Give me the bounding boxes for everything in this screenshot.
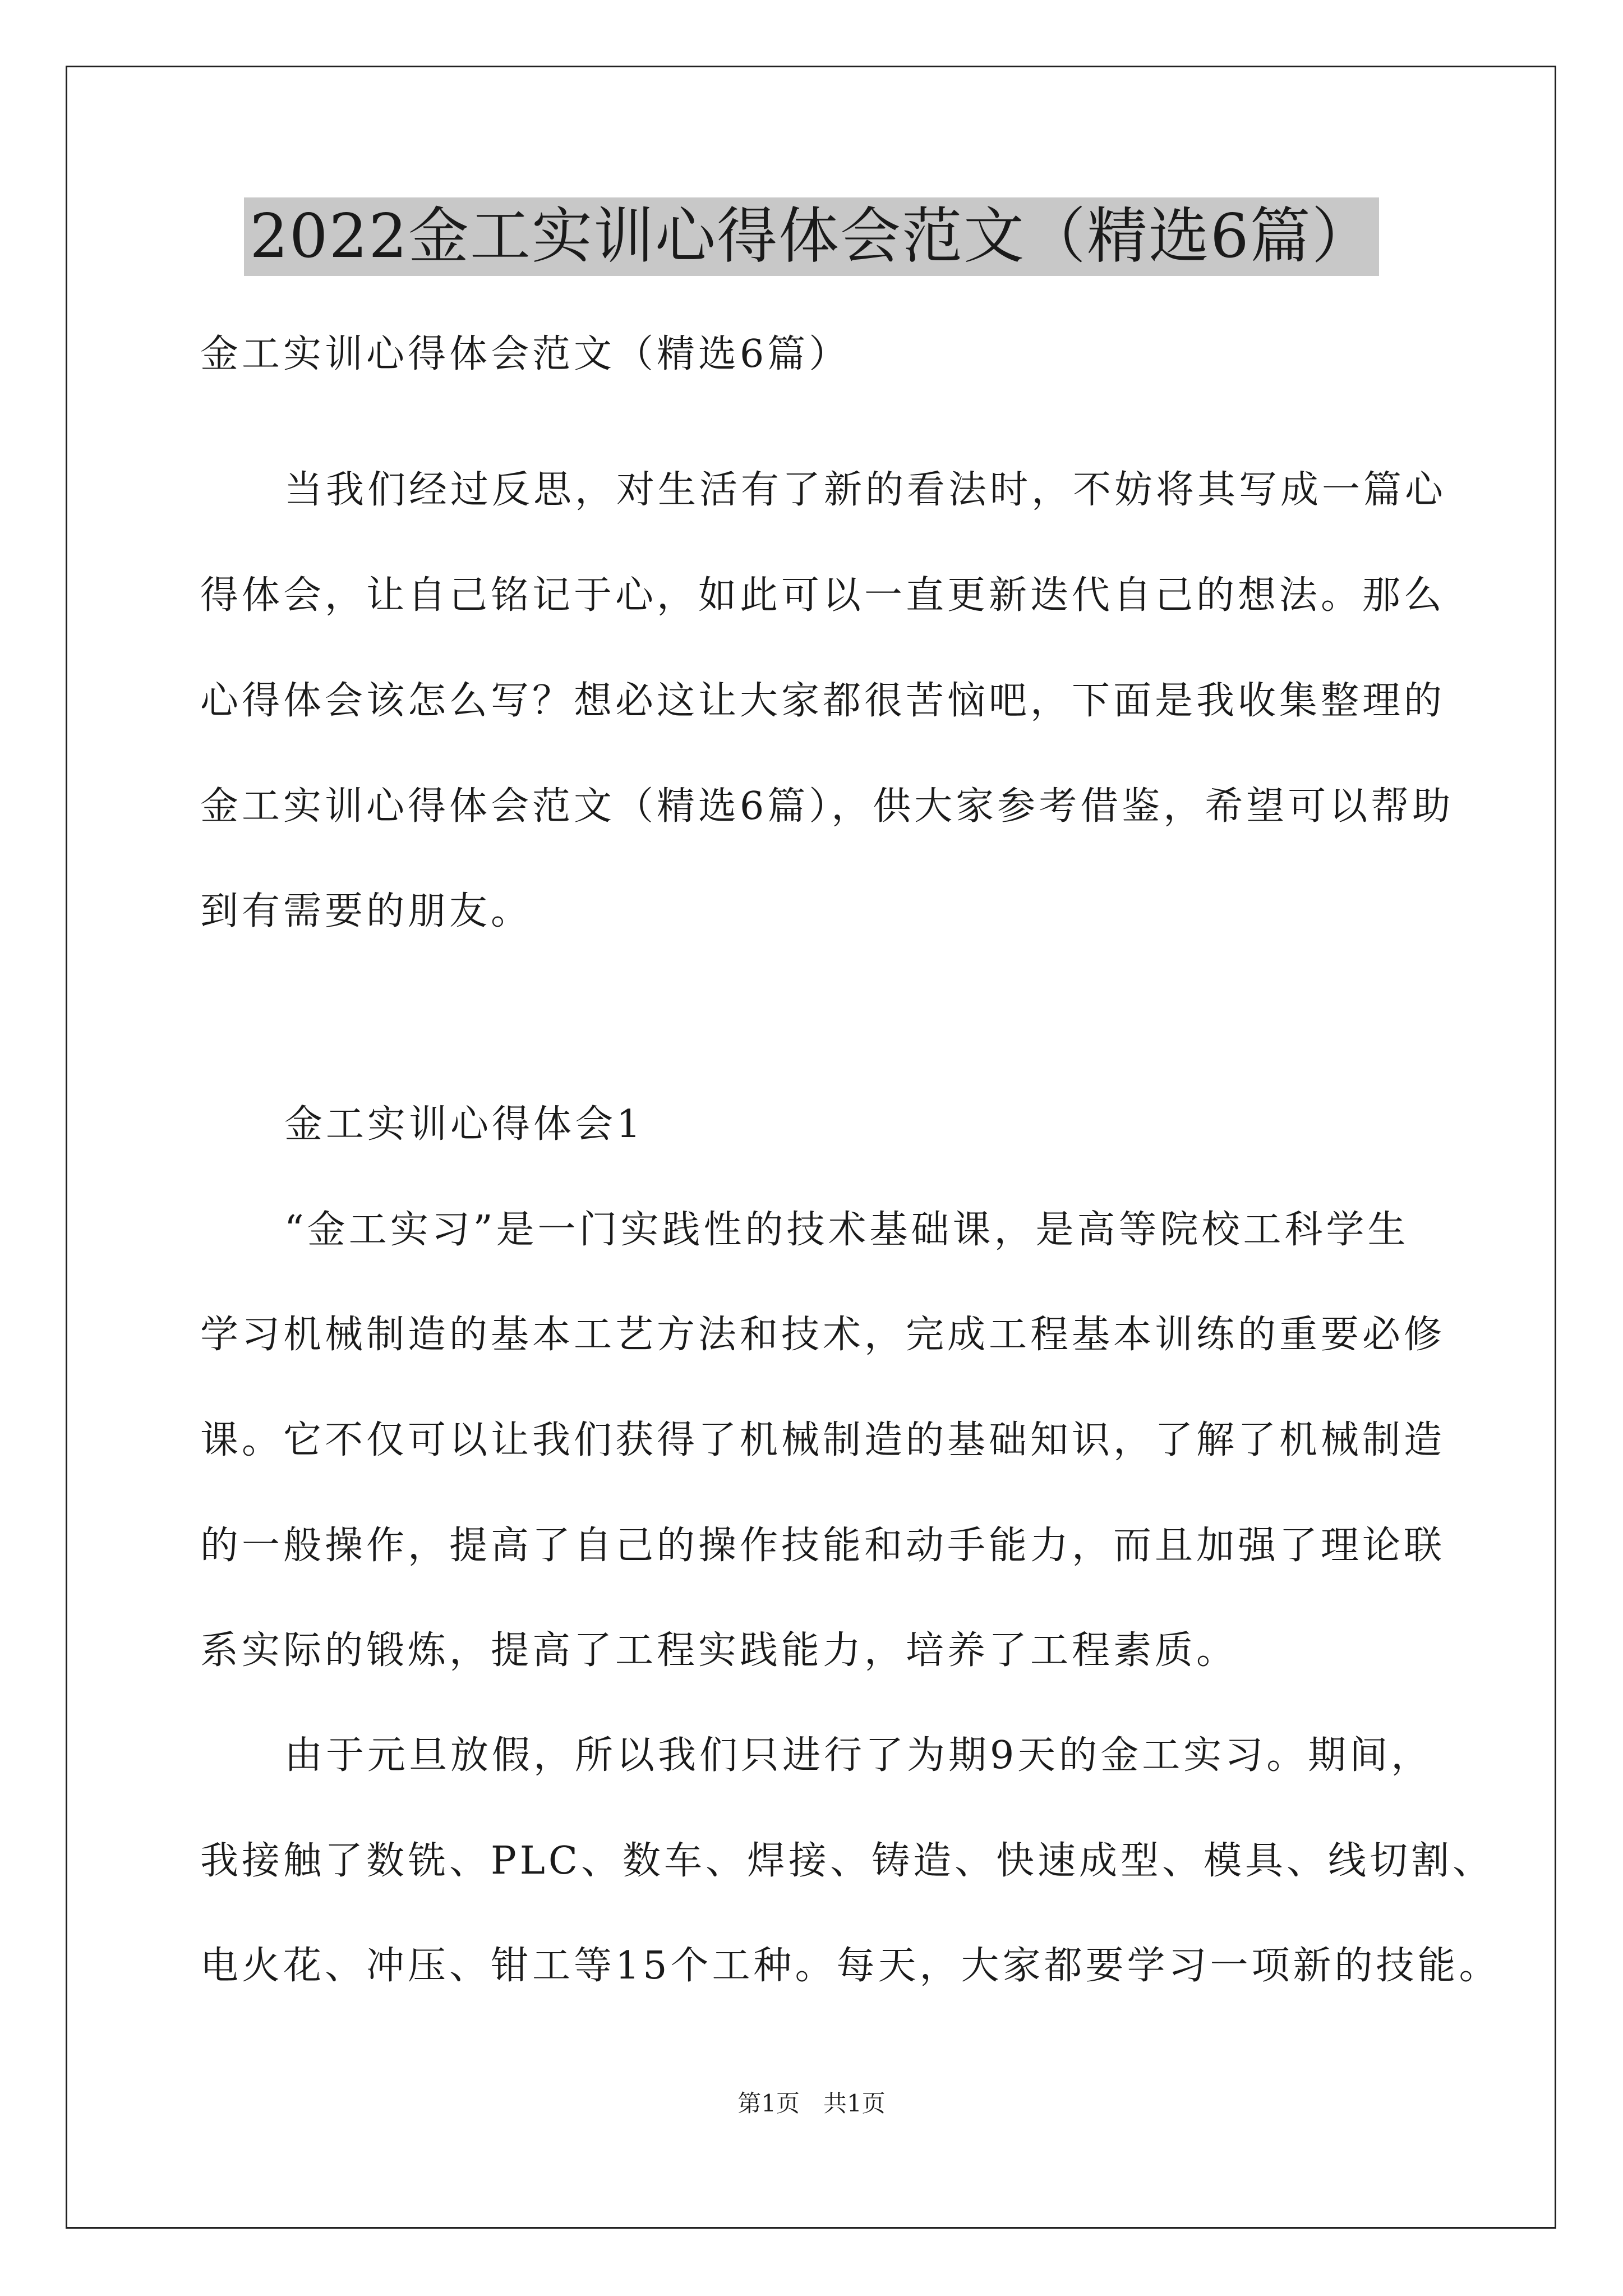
intro-line-2: 得体会，让自己铭记于心，如此可以一直更新迭代自己的想法。那么 [200, 573, 1446, 618]
document-title: 2022金工实训心得体会范文（精选6篇） [244, 197, 1379, 276]
body-line-4: 的一般操作，提高了自己的操作技能和动手能力，而且加强了理论联 [200, 1524, 1446, 1568]
intro-line-1: 当我们经过反思，对生活有了新的看法时，不妨将其写成一篇心 [284, 468, 1447, 512]
title-container [0, 197, 1623, 276]
body-line-1: “金工实习”是一门实践性的技术基础课，是高等院校工科学生 [284, 1208, 1409, 1252]
body-line-7: 我接触了数铣、PLC、数车、焊接、铸造、快速成型、模具、线切割、 [200, 1839, 1494, 1883]
body-line-8: 电火花、冲压、钳工等15个工种。每天，大家都要学习一项新的技能。 [200, 1944, 1501, 1988]
body-line-2: 学习机械制造的基本工艺方法和技术，完成工程基本训练的重要必修 [200, 1313, 1446, 1357]
intro-line-4: 金工实训心得体会范文（精选6篇），供大家参考借鉴，希望可以帮助 [200, 784, 1454, 829]
body-line-3: 课。它不仅可以让我们获得了机械制造的基础知识，了解了机械制造 [200, 1418, 1446, 1462]
intro-line-3: 心得体会该怎么写？想必这让大家都很苦恼吧，下面是我收集整理的 [200, 679, 1446, 723]
page-footer: 第1页 共1页 [737, 2090, 886, 2117]
body-line-5: 系实际的锻炼，提高了工程实践能力，培养了工程素质。 [200, 1628, 1238, 1673]
section-heading: 金工实训心得体会1 [284, 1102, 644, 1147]
document-subtitle: 金工实训心得体会范文（精选6篇） [200, 332, 851, 376]
body-line-6: 由于元旦放假，所以我们只进行了为期9天的金工实习。期间， [284, 1733, 1433, 1778]
intro-line-5: 到有需要的朋友。 [200, 889, 533, 933]
